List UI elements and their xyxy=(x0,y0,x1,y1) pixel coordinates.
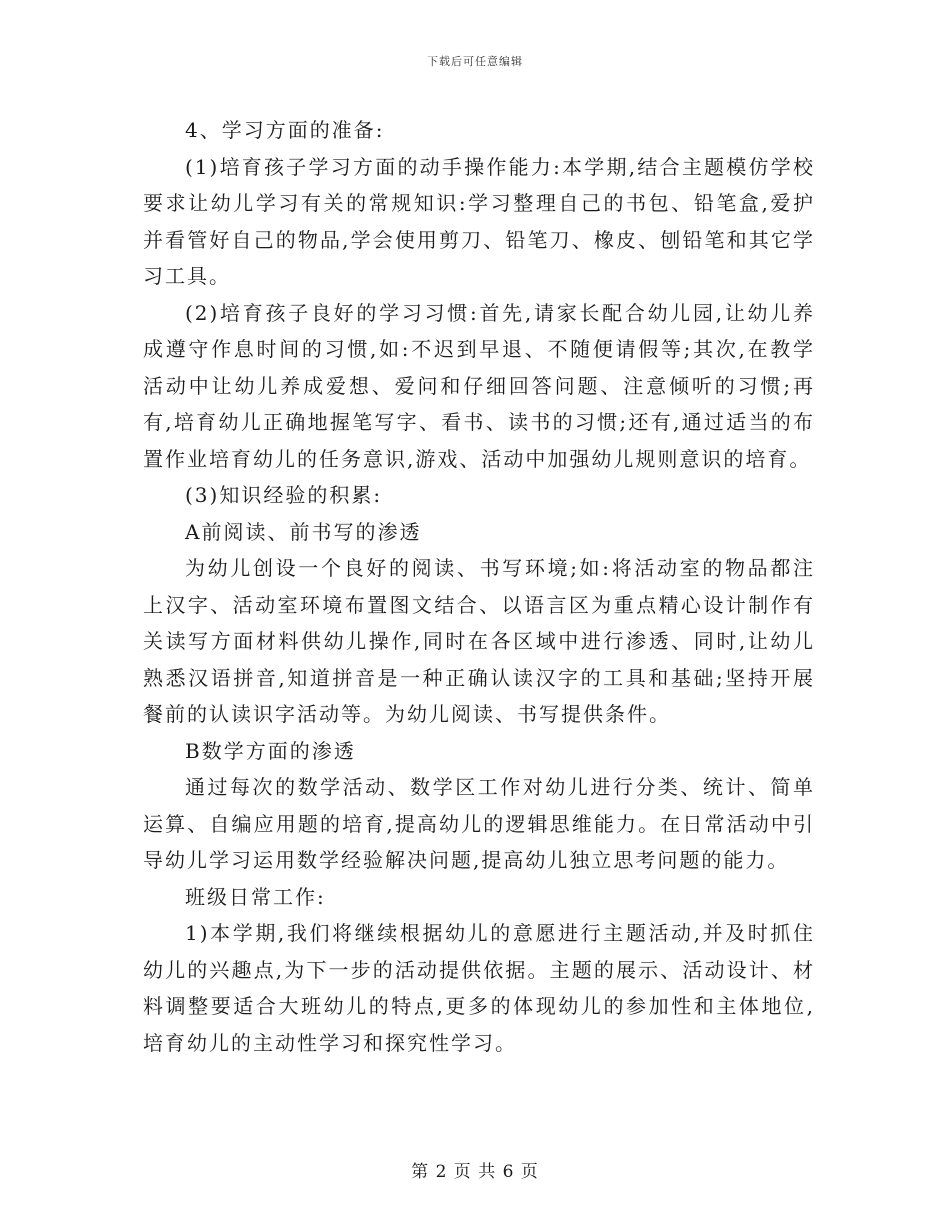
subheading-knowledge-accumulation: (3)知识经验的积累: xyxy=(185,483,383,507)
subheading-math: B数学方面的渗透 xyxy=(185,738,356,763)
subheading-daily-work: 班级日常工作: xyxy=(185,884,326,909)
paragraph-daily-work-1: 1)本学期,我们将继续根据幼儿的意愿进行主题活动,并及时抓住幼儿的兴趣点,为下一步的活动提供依据。主题的展示、活动设计、材料调整要适合大班幼儿的特点,更多的体现幼儿的参加性和主体地位,培育幼儿的主动性学习和探究性学习。 xyxy=(143,921,815,1055)
page-number: 第 2 页 共 6 页 xyxy=(411,1162,539,1182)
paragraph-study-habits: (2)培育孩子良好的学习习惯:首先,请家长配合幼儿园,让幼儿养成遵守作息时间的习惯,如:不迟到早退、不随便请假等;其次,在教学活动中让幼儿养成爱想、爱问和仔细回答问题、注意倾听的习惯;再有,培育幼儿正确地握笔写字、看书、读书的习惯;还有,通过适当的布置作业培育幼儿的任务意识,游戏、活动中加强幼儿规则意识的培育。 xyxy=(143,300,815,471)
document-body xyxy=(143,112,815,1061)
section-heading-learning-prep: 4、学习方面的准备: xyxy=(185,118,385,142)
header-note: 下载后可任意编辑 xyxy=(427,55,523,68)
subheading-reading-writing: A前阅读、前书写的渗透 xyxy=(185,519,422,544)
paragraph-math: 通过每次的数学活动、数学区工作对幼儿进行分类、统计、简单运算、自编应用题的培育,提高幼儿的逻辑思维能力。在日常活动中引导幼儿学习运用数学经验解决问题,提高幼儿独立思考问题的能力。 xyxy=(143,775,815,872)
paragraph-reading-writing: 为幼儿创设一个良好的阅读、书写环境;如:将活动室的物品都注上汉字、活动室环境布置图文结合、以语言区为重点精心设计制作有关读写方面材料供幼儿操作,同时在各区域中进行渗透、同时,让幼儿熟悉汉语拼音,知道拼音是一种正确认读汉字的工具和基础;坚持开展餐前的认读识字活动等。为幼儿阅读、书写提供条件。 xyxy=(143,556,815,726)
paragraph-hands-on-ability: (1)培育孩子学习方面的动手操作能力:本学期,结合主题模仿学校要求让幼儿学习有关的常规知识:学习整理自己的书包、铅笔盒,爱护并看管好自己的物品,学会使用剪刀、铅笔刀、橡皮、刨铅笔和其它学习工具。 xyxy=(143,154,815,288)
